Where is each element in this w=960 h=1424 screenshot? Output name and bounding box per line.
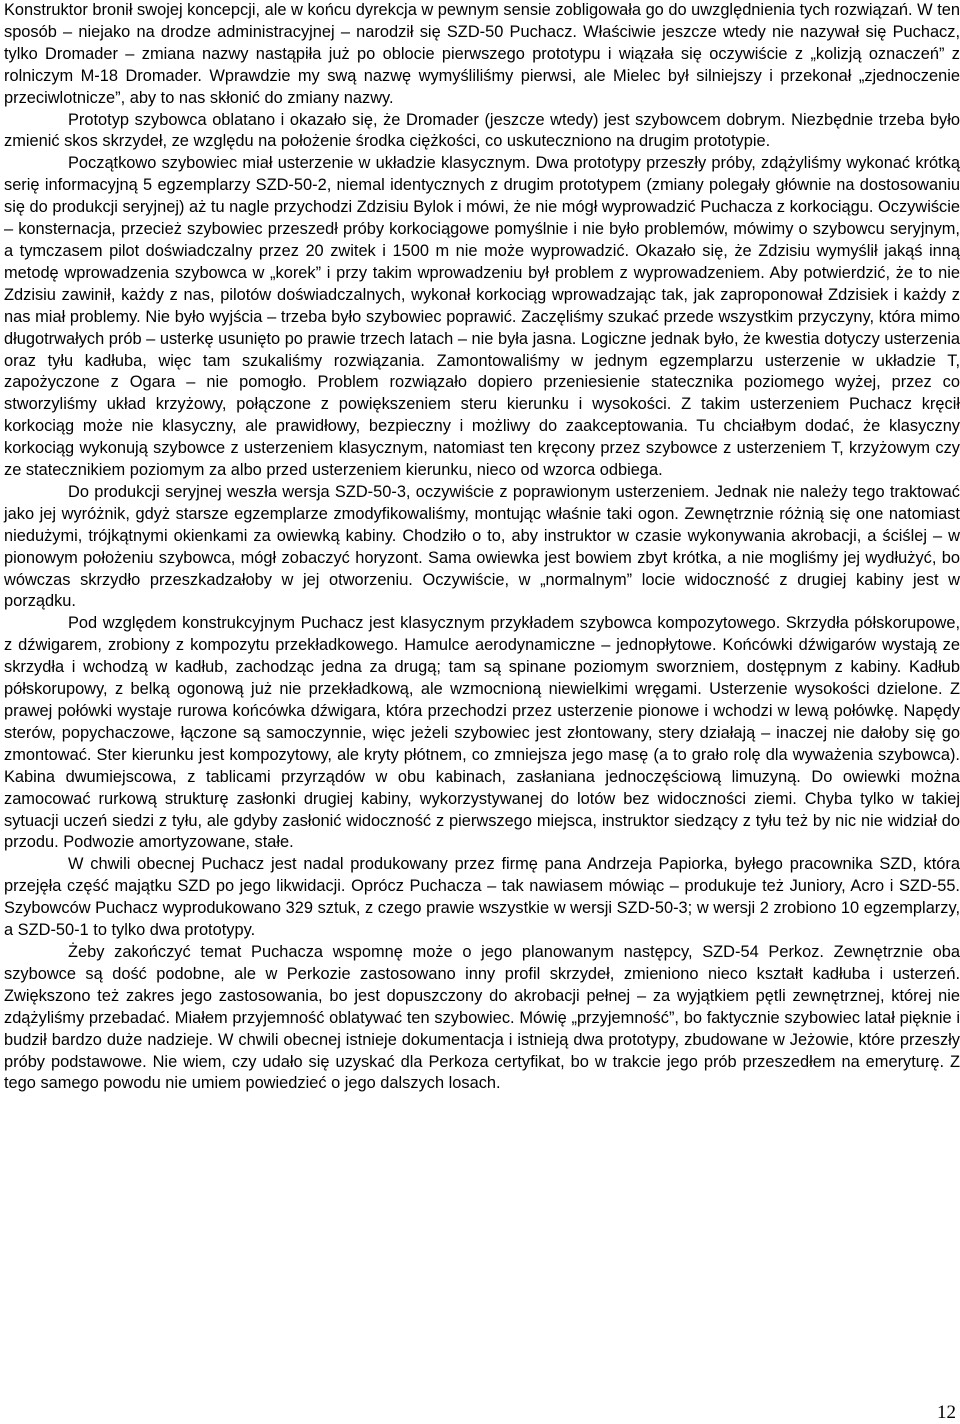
paragraph: Żeby zakończyć temat Puchacza wspomnę może o jego planowanym następcy, SZD-54 Perkoz. Zewnętrznie oba szybowce są dość podobne, ale w Perkozie zastosowano inny profil skrzydeł, zmieniono nieco kształt kadłuba i usterzeń. Zwiększono też zakres jego zastosowania, bo jest dopuszczony do akrobacji pełnej – za wyjątkiem pętli zewnętrznej, której nie zdążyliśmy przebadać. Miałem przyjemność oblatywać ten szybowiec. Mówię „przyjemność”, bo faktycznie szybowiec latał pięknie i budził bardzo duże nadzieje. W chwili obecnej istnieje dokumentacja i istnieją dwa prototypy, zbudowane w Jeżowie, które przeszły próby podstawowe. Nie wiem, czy udało się uzyskać dla Perkoza certyfikat, bo w trakcie jego prób przeszedłem na emeryturę. Z tego samego powodu nie umiem powiedzieć o jego dalszych losach.: [4, 942, 960, 1093]
paragraph: Konstruktor bronił swojej koncepcji, ale w końcu dyrekcja w pewnym sensie zobligowała go do uwzględnienia tych rozwiązań. W ten sposób – niejako na drodze administracyjnej – narodził się SZD-50 Puchacz. Właściwie jeszcze wtedy nie nazywał się Puchacz, tylko Dromader – zmiana nazwy nastąpiła już po oblocie pierwszego prototypu i wiązała się oczywiście z „kolizją oznaczeń” z rolniczym M-18 Dromader. Wprawdzie my swą nazwę wymyśliliśmy pierwsi, ale Mielec był silniejszy i przekonał „zjednoczenie przeciwlotnicze”, aby to nas skłonić do zmiany nazwy.: [4, 1, 960, 107]
paragraph: Pod względem konstrukcyjnym Puchacz jest klasycznym przykładem szybowca kompozytowego. Skrzydła półskorupowe, z dźwigarem, zrobiony z kompozytu przekładkowego. Hamulce aerodynamiczne – jednopłytowe. Końcówki dźwigarów wystają ze skrzydła i wchodzą w kadłub, zachodząc jedna za drugą; tam są spinane poziomym sworzniem, dostępnym z kabiny. Kadłub półskorupowy, z belką ogonową już nie przekładkową, ale wzmocnioną niewielkimi wręgami. Usterzenie wysokości dzielone. Z prawej połówki wystaje rurowa końcówka dźwigara, która przechodzi przez usterzenie pionowe i wchodzi w lewą połówkę. Napędy sterów, popychaczowe, łączone są samoczynnie, więc jeżeli szybowiec jest złontowany, stery działają – inaczej nie dałoby się go zmontować. Ster kierunku jest kompozytowy, ale kryty płótnem, co zmniejsza jego masę (a to grało rolę dla wyważenia szybowca). Kabina dwumiejscowa, z tablicami przyrządów w obu kabinach, zasłaniana jednoczęściową limuzyną. Do owiewki można zamocować rurkową strukturę zasłonki drugiej kabiny, wykorzystywanej do lotów bez widoczności ziemi. Chyba tylko w takiej sytuacji uczeń siedzi z tyłu, ale gdyby zasłonić widoczność z pierwszego miejsca, instruktor siedzący z tyłu też by nic nie widział do przodu. Podwozie amortyzowane, stałe.: [4, 614, 960, 852]
paragraph: W chwili obecnej Puchacz jest nadal produkowany przez firmę pana Andrzeja Papiorka, byłego pracownika SZD, która przejęła część majątku SZD po jego likwidacji. Oprócz Puchacza – tak nawiasem mówiąc – produkuje też Juniory, Acro i SZD-55. Szybowców Puchacz wyprodukowano 329 sztuk, z czego prawie wszystkie w wersji SZD-50-3; w wersji 2 zrobiono 10 egzemplarzy, a SZD-50-1 to tylko dwa prototypy.: [4, 855, 960, 940]
document-body: [4, 0, 960, 1095]
paragraph: Początkowo szybowiec miał usterzenie w układzie klasycznym. Dwa prototypy przeszły próby, zdążyliśmy wykonać krótką serię informacyjną 5 egzemplarzy SZD-50-2, niemal identycznych z drugim prototypem (zmiany polegały głównie na dostosowaniu się do produkcji seryjnej) aż tu nagle przychodzi Zdzisiu Bylok i mówi, że nie mógł wyprowadzić Puchacza z korkociągu. Oczywiście – konsternacja, przecież szybowiec przeszedł próby korkociągowe pomyślnie i nie było problemów, mówimy o szybowcu seryjnym, a tymczasem pilot doświadczalny przez 20 zwitek i 1500 m nie może wyprowadzić. Okazało się, że Zdzisiu wymyślił jakąś inną metodę wprowadzenia szybowca w „korek” i przy takim wprowadzeniu był problem z wyprowadzeniem. Aby potwierdzić, że to nie Zdzisiu zawinił, każdy z nas, pilotów doświadczalnych, wykonał korkociąg wprowadzając tak, jak zaproponował Zdzisiek i każdy z nas miał problemy. Nie było wyjścia – trzeba było szybowiec poprawić. Zaczęliśmy szukać przede wszystkim przyczyny, która mimo długotrwałych prób – usterkę usunięto po prawie trzech latach – nie była jasna. Logiczne jednak było, że kwestia dotyczy usterzenia oraz tyłu kadłuba, więc tam szukaliśmy rozwiązania. Zamontowaliśmy w jednym egzemplarzu usterzenie w układzie T, zapożyczone z Ogara – nie pomogło. Problem rozwiązało dopiero przeniesienie statecznika poziomego wyżej, przez co stworzyliśmy układ krzyżowy, połączone z powiększeniem steru kierunku i wysokości. Z takim usterzeniem Puchacz kręcił korkociąg może nie klasyczny, ale prawidłowy, bezpieczny i możliwy do zaakceptowania. Tu chciałbym dodać, że klasyczny korkociąg wykonują szybowce z usterzeniem klasycznym, natomiast ten kręcony przez szybowce z usterzeniem T, krzyżowym czy ze statecznikiem poziomym za albo przed usterzeniem kierunku, nieco od wzorca odbiega.: [4, 154, 960, 480]
paragraph: Do produkcji seryjnej weszła wersja SZD-50-3, oczywiście z poprawionym usterzeniem. Jednak nie należy tego traktować jako jej wyróżnik, gdyż starsze egzemplarze zmodyfikowaliśmy, montując właśnie taki ogon. Zewnętrznie różnią się one natomiast niedużymi, trójkątnymi okienkami za owiewką kabiny. Chodziło o to, aby instruktor w czasie wykonywania akrobacji, a ściślej – w pionowym położeniu szybowca, mógł zobaczyć horyzont. Sama owiewka jest bowiem zbyt krótka, a nie mogliśmy jej wydłużyć, bo wówczas skrzydło przeszkadzałoby w jej otworzeniu. Oczywiście, w „normalnym” locie widoczność z drugiej kabiny jest w porządku.: [4, 482, 960, 611]
page-number: 12: [937, 1402, 956, 1423]
paragraph: Prototyp szybowca oblatano i okazało się, że Dromader (jeszcze wtedy) jest szybowcem dobrym. Niezbędnie trzeba było zmienić skos skrzydeł, ze względu na położenie środka ciężkości, co uskuteczniono na drugim prototypie.: [4, 110, 960, 151]
